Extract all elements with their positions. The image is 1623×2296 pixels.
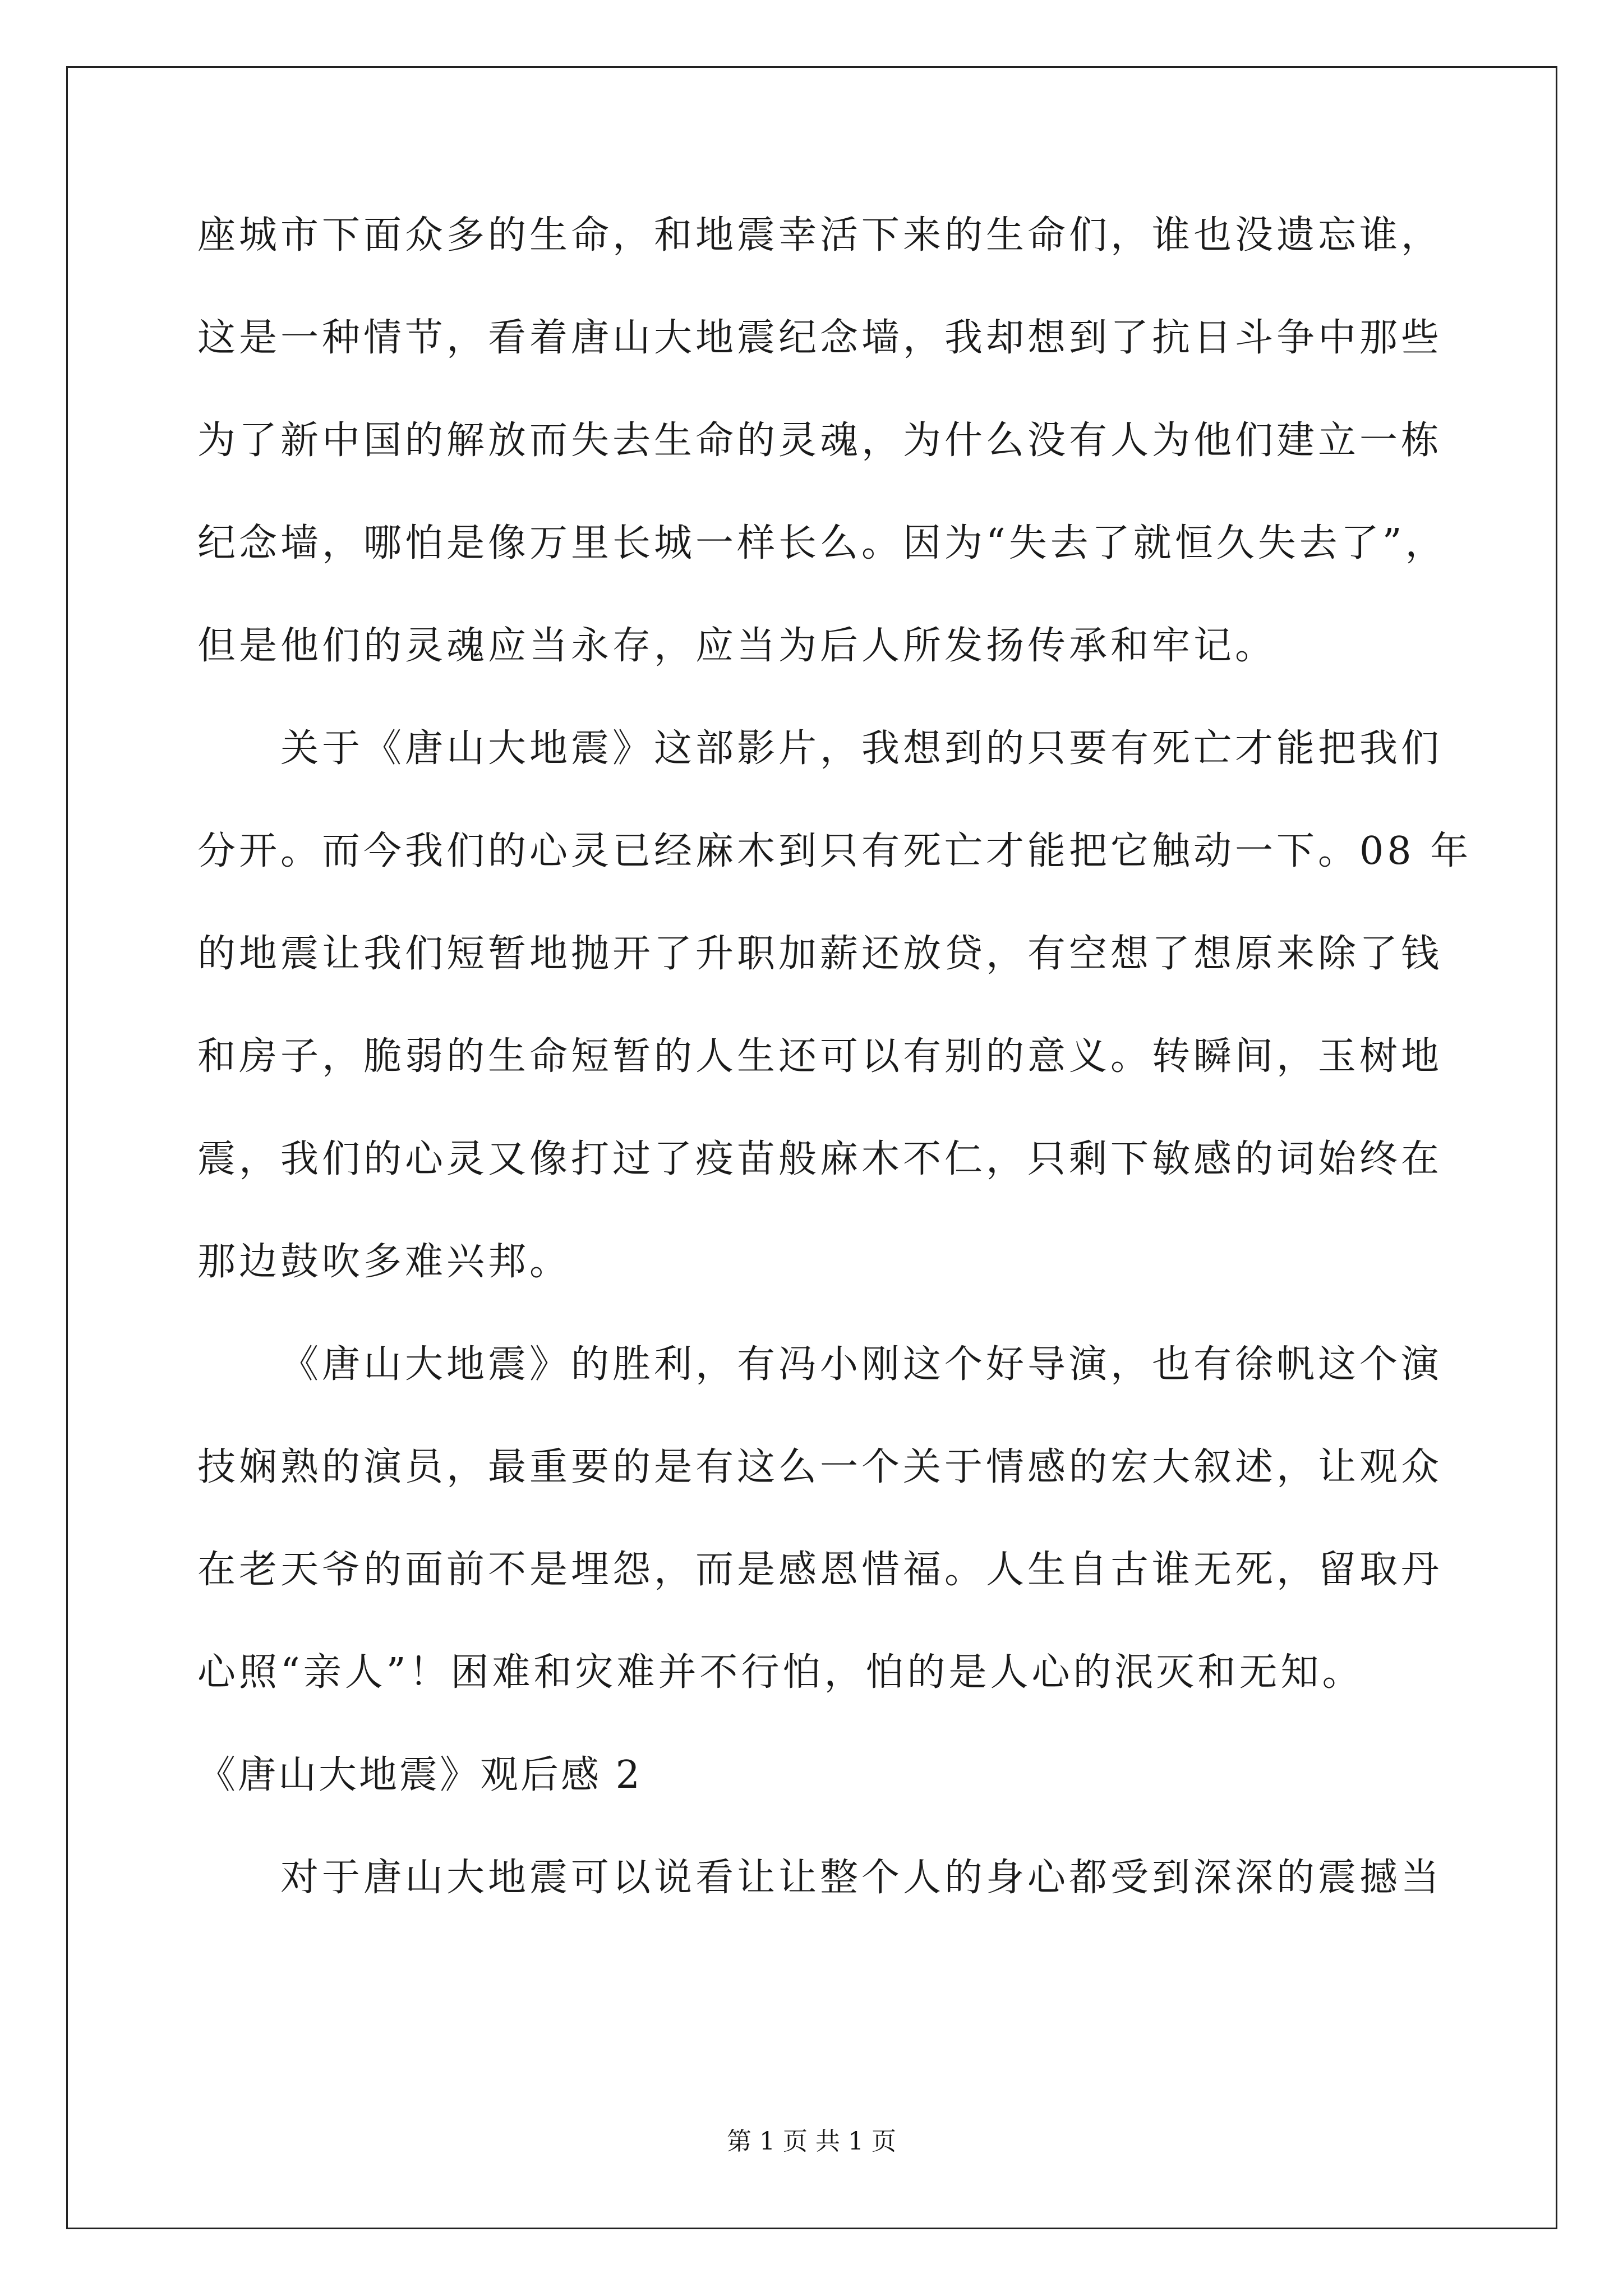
paragraph-line: 和房子，脆弱的生命短暂的人生还可以有别的意义。转瞬间，玉树地	[197, 1034, 1443, 1079]
paragraph-line: 但是他们的灵魂应当永存，应当为后人所发扬传承和牢记。	[197, 624, 1277, 668]
paragraph-line: 分开。而今我们的心灵已经麻木到只有死亡才能把它触动一下。08 年	[197, 829, 1472, 873]
paragraph-line: 那边鼓吹多难兴邦。	[197, 1240, 571, 1284]
paragraph-line: 心照“亲人”！困难和灾难并不行怕，怕的是人心的泯灭和无知。	[197, 1650, 1364, 1695]
section-heading: 《唐山大地震》观后感 2	[197, 1753, 642, 1797]
paragraph-line: 在老天爷的面前不是埋怨，而是感恩惜福。人生自古谁无死，留取丹	[197, 1548, 1443, 1592]
paragraph-line: 关于《唐山大地震》这部影片，我想到的只要有死亡才能把我们	[280, 726, 1443, 771]
paragraph-line: 为了新中国的解放而失去生命的灵魂，为什么没有人为他们建立一栋	[197, 418, 1443, 463]
paragraph-line: 技娴熟的演员，最重要的是有这么一个关于情感的宏大叙述，让观众	[197, 1445, 1443, 1489]
paragraph-line: 纪念墙，哪怕是像万里长城一样长么。因为“失去了就恒久失去了”，	[197, 521, 1447, 565]
paragraph-line: 座城市下面众多的生命，和地震幸活下来的生命们，谁也没遗忘谁，	[197, 213, 1443, 257]
paragraph-line: 这是一种情节，看着唐山大地震纪念墙，我却想到了抗日斗争中那些	[197, 316, 1443, 360]
page-number-footer: 第 1 页 共 1 页	[727, 2127, 896, 2156]
paragraph-line: 的地震让我们短暂地抛开了升职加薪还放贷，有空想了想原来除了钱	[197, 932, 1443, 976]
paragraph-line: 《唐山大地震》的胜利，有冯小刚这个好导演，也有徐帆这个演	[280, 1342, 1443, 1387]
paragraph-line: 对于唐山大地震可以说看让让整个人的身心都受到深深的震撼当	[280, 1856, 1443, 1900]
paragraph-line: 震，我们的心灵又像打过了疫苗般麻木不仁，只剩下敏感的词始终在	[197, 1137, 1443, 1181]
